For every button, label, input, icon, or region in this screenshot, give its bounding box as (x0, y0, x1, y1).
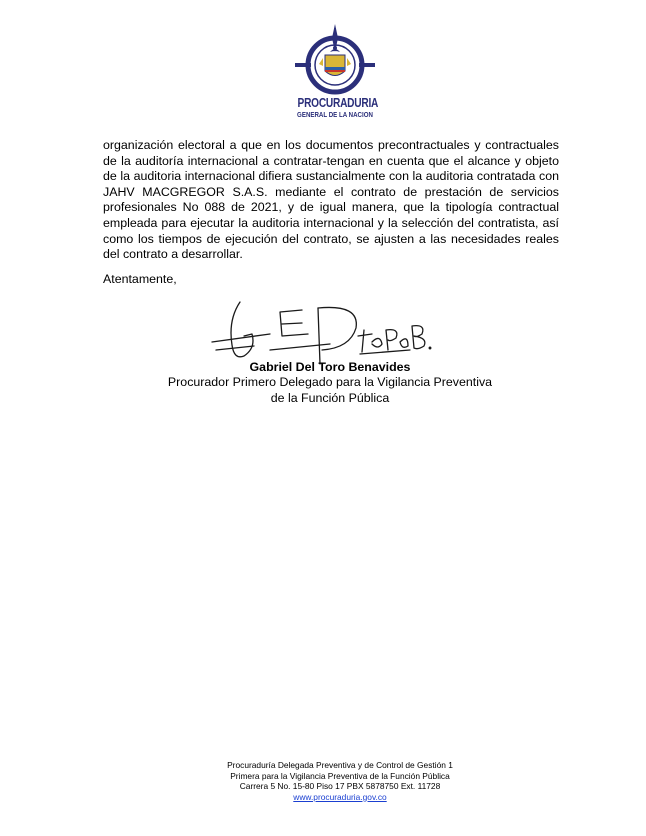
letter-body: organización electoral a que en los documentos precontractuales y contractuales de la auditoría internacional a contratar-tengan en cuenta que el alcance y objeto de la auditoria internacional difiera sustancialmente con la auditoria contratada con JAHV MACGREGOR S.A.S. mediante el contrato de prestación de servicios profesionales No 088 de 2021, y de igual manera, que la tipología contractual empleada para ejecutar la auditoria internacional y la selección del contratista, así como los tiempos de ejecución del contrato, se ajusten a las necesidades reales del contrato a desarrollar. (103, 138, 559, 262)
letter-closing: Atentamente, (103, 272, 177, 286)
footer-line2: Primera para la Vigilancia Preventiva de la Función Pública (230, 770, 450, 781)
footer-website-link[interactable]: www.procuraduria.gov.co (293, 791, 387, 802)
signer-name: Gabriel Del Toro Benavides (249, 360, 411, 374)
signer-role-line2: de la Función Pública (270, 390, 390, 405)
logo-name-line2: GENERAL DE LA NACION (297, 110, 373, 119)
logo-name-line1: PROCURADURIA (297, 95, 379, 110)
footer-line1: Procuraduría Delegada Preventiva y de Control de Gestión 1 (227, 760, 453, 770)
logo-wordmark (287, 96, 383, 119)
page-footer (180, 760, 500, 802)
signer-block (130, 360, 530, 406)
footer-line3: Carrera 5 No. 15-80 Piso 17 PBX 5878750 Ext. 11728 (239, 781, 441, 792)
signer-role-line1: Procurador Primero Delegado para la Vigilancia Preventiva (167, 375, 493, 390)
